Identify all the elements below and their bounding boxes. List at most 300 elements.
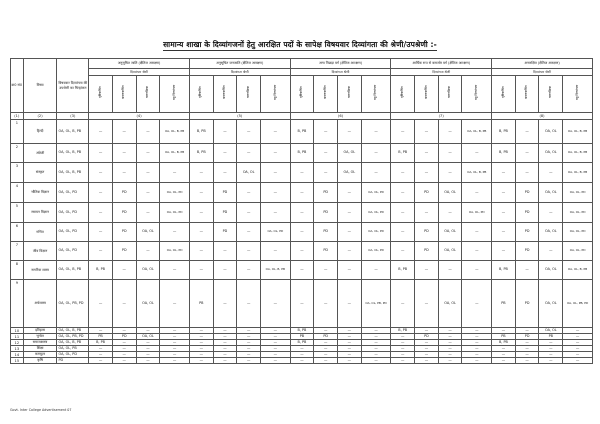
category-cell: B, PB [391,328,415,334]
category-cell: PD [415,334,439,340]
category-cell: OA, OL [338,163,362,183]
subject-cell: अर्थशास्त्र [23,280,57,328]
category-cell: OA, OL, PB, PD [563,280,593,328]
category-cell: OA, OL, PD [563,183,593,203]
category-cell: — [415,328,439,334]
category-cell: PD [515,223,539,242]
group-subheader: दिव्यांगता श्रेणी [391,69,492,76]
category-cell: — [237,352,261,358]
category-cell: — [213,334,237,340]
category-cell: — [515,120,539,144]
category-cell: — [136,163,160,183]
table-row [11,358,593,364]
category-cell: PD [314,223,338,242]
category-cell: — [261,183,291,203]
category-cell: — [338,340,362,346]
category-cell: — [213,358,237,364]
table-row [11,280,593,328]
row-number: 15 [11,358,24,364]
category-cell: — [539,352,563,358]
category-cell: — [160,163,190,183]
category-cell: PD [314,242,338,261]
suitable-header: विषयवार दिव्यांगता की उपश्रेणी का चिन्हांकन [57,59,89,113]
category-cell: OA, OL, PD [563,242,593,261]
column-number: (5) [189,113,290,120]
category-cell: B, PB [290,340,314,346]
table-row [11,242,593,261]
category-cell: — [415,163,439,183]
category-cell: OA, OL, PD [563,223,593,242]
category-cell: — [563,340,593,346]
group-header: अनुसूचित जाति (क्षैतिज आरक्षण) [89,59,190,69]
row-number: 13 [11,346,24,352]
category-cell: — [213,261,237,280]
category-cell: — [539,203,563,223]
category-cell: B, PB [391,261,415,280]
category-header [314,76,338,113]
category-cell: OA, OL, PD [361,223,391,242]
category-cell: OA, OL [136,280,160,328]
category-cell: — [237,358,261,364]
category-cell: — [213,352,237,358]
category-cell: — [563,346,593,352]
category-cell: — [338,203,362,223]
row-number: 3 [11,163,24,183]
category-cell: — [136,120,160,144]
category-cell: — [112,280,136,328]
row-number: 14 [11,352,24,358]
row-number: 8 [11,261,24,280]
category-cell: — [160,346,190,352]
category-label: दृष्टिबाधित [500,86,505,98]
category-cell: — [515,352,539,358]
category-cell: OA, OL, PD [160,242,190,261]
category-cell: OA, OL, B, PB [563,261,593,280]
category-cell: PD [314,334,338,340]
row-number: 11 [11,334,24,340]
category-cell: — [112,144,136,163]
suitable-cell: OA, OL, PD [57,203,89,223]
category-cell: PD [415,223,439,242]
subject-cell: हिन्दी [23,120,57,144]
category-header [462,76,492,113]
category-cell: OA, OL [136,223,160,242]
category-cell: — [160,334,190,340]
category-cell: — [462,242,492,261]
category-cell: OA, OL [539,328,563,334]
category-cell: — [290,203,314,223]
category-header [136,76,160,113]
category-label: दृष्टिबाधित [198,86,203,98]
category-cell: — [438,120,462,144]
column-number: (4) [89,113,190,120]
category-cell: — [213,346,237,352]
category-cell: PB [539,334,563,340]
category-cell: — [261,203,291,223]
category-cell: OA, OL [438,242,462,261]
category-cell: — [391,223,415,242]
row-number: 4 [11,183,24,203]
table-row [11,203,593,223]
category-header [237,76,261,113]
category-cell: — [539,340,563,346]
suitable-cell: OA, OL, PB [57,346,89,352]
category-cell: — [89,183,113,203]
category-cell: OA, OL, B, PB [160,144,190,163]
subject-cell: संस्कृत [23,163,57,183]
category-cell: — [189,334,213,340]
category-label: बहु दिव्यांगता [373,84,378,100]
category-cell: OA, OL [438,183,462,203]
category-cell: — [415,340,439,346]
footer-note: Govt. Inter College Advertisement 07 [10,408,72,412]
category-cell: — [290,163,314,183]
category-cell: — [438,352,462,358]
category-cell: PB [89,334,113,340]
category-cell: — [492,183,516,203]
category-cell: — [361,144,391,163]
group-subheader: दिव्यांगता श्रेणी [189,69,290,76]
category-cell: — [462,352,492,358]
category-cell: — [391,334,415,340]
category-cell: PD [314,183,338,203]
category-cell: — [314,340,338,346]
category-cell: OA, OL [136,261,160,280]
page-title-text: सामान्य शाखा के दिव्यांगजनों हेतु आरक्षित पदों के सापेक्ष विषयवार दिव्यांगता की श्रेणी/उपश्रेणी :- [163,40,437,49]
category-cell: — [261,358,291,364]
category-cell: — [290,183,314,203]
category-cell: OA, OL, B, PB [563,144,593,163]
subject-cell: समाजशास्त्र [23,340,57,346]
category-cell: B, PB [189,120,213,144]
category-cell: — [112,163,136,183]
category-cell: — [462,280,492,328]
category-cell: B, PB [189,144,213,163]
category-cell: — [563,334,593,340]
suitable-cell: OA, OL, PD [57,223,89,242]
category-cell: — [112,346,136,352]
category-cell: — [136,340,160,346]
category-cell: — [237,280,261,328]
category-label: श्रवणबाधित [322,85,327,99]
subject-cell: रसायन विज्ञान [23,203,57,223]
category-cell: — [515,346,539,352]
category-label: श्रवणबाधित [524,85,529,99]
category-cell: OA, OL [539,280,563,328]
category-cell: — [213,280,237,328]
category-cell: OA, OL, PD [361,183,391,203]
table-row [11,261,593,280]
category-cell: — [89,242,113,261]
category-cell: — [438,163,462,183]
category-cell: — [515,328,539,334]
category-header [515,76,539,113]
subject-cell: भूगोल [23,334,57,340]
category-cell: OA, OL [438,223,462,242]
category-cell: PD [112,334,136,340]
category-cell: — [361,261,391,280]
category-cell: — [213,144,237,163]
category-cell: — [237,203,261,223]
category-cell: — [314,328,338,334]
category-label: श्रवणबाधित [222,85,227,99]
category-cell: B, PB [492,120,516,144]
category-cell: — [89,352,113,358]
category-header [290,76,314,113]
category-cell: — [89,120,113,144]
subject-cell: शिक्षा [23,346,57,352]
category-header [89,76,113,113]
category-label: बहु दिव्यांगता [574,84,579,100]
category-cell: — [89,144,113,163]
suitable-cell: OA, OL, B, PB [57,328,89,334]
category-cell: — [515,144,539,163]
row-number: 10 [11,328,24,334]
category-label: दृष्टिबाधित [299,86,304,98]
category-cell: OA, OL, PD [361,242,391,261]
category-cell: B, PB [89,340,113,346]
row-number: 7 [11,242,24,261]
category-cell: — [462,346,492,352]
subject-cell: इतिहास [23,328,57,334]
table-row [11,144,593,163]
category-cell: — [290,346,314,352]
category-cell: — [361,346,391,352]
table-row [11,223,593,242]
category-cell: — [361,163,391,183]
category-cell: — [89,328,113,334]
category-label: श्रवणबाधित [121,85,126,99]
category-cell: — [415,352,439,358]
category-cell: — [314,261,338,280]
category-cell: — [136,346,160,352]
column-number: (7) [391,113,492,120]
row-number: 9 [11,280,24,328]
category-cell: B, PB [290,120,314,144]
subject-cell: कृषि [23,358,57,364]
category-cell: — [89,203,113,223]
category-cell: OA, OL, PD [462,203,492,223]
category-cell: — [160,280,190,328]
category-cell: — [492,203,516,223]
category-cell: OA, OL, B, PB [563,120,593,144]
category-cell: — [112,352,136,358]
table-row [11,183,593,203]
table-row [11,163,593,183]
category-cell: — [189,223,213,242]
category-cell: — [213,242,237,261]
category-cell: — [438,358,462,364]
category-cell: — [261,163,291,183]
category-cell: — [112,261,136,280]
category-cell: — [189,358,213,364]
suitable-cell: OA, OL, PD [57,242,89,261]
category-cell: — [136,203,160,223]
category-cell: PB [492,334,516,340]
category-cell: — [492,242,516,261]
category-cell: — [290,352,314,358]
table-row [11,120,593,144]
category-cell: — [391,163,415,183]
category-header [160,76,190,113]
category-label: चलनक्रिया [245,86,250,98]
category-cell: — [462,328,492,334]
category-cell: — [391,352,415,358]
category-cell: PD [112,242,136,261]
category-cell: OA, OL [539,261,563,280]
category-cell: B, PB [492,261,516,280]
subject-cell: अंग्रेजी [23,144,57,163]
category-cell: — [112,328,136,334]
category-cell: — [361,334,391,340]
column-number: (2) [23,113,57,120]
row-number: 2 [11,144,24,163]
category-header [539,76,563,113]
subject-header: विषय [23,59,57,113]
column-number: (1) [11,113,24,120]
category-cell: — [261,340,291,346]
category-cell: OA, OL [539,183,563,203]
suitable-cell: OA, OL, B, PB [57,120,89,144]
category-cell: — [563,328,593,334]
category-cell: — [361,358,391,364]
category-cell: OA, OL, PD [563,203,593,223]
category-cell: PD [112,203,136,223]
category-label: दृष्टिबाधित [97,86,102,98]
category-cell: — [160,352,190,358]
category-cell: — [492,223,516,242]
category-cell: — [338,183,362,203]
category-cell: OA, OL [539,144,563,163]
category-cell: — [89,346,113,352]
category-cell: — [438,334,462,340]
category-cell: — [462,334,492,340]
category-cell: — [89,358,113,364]
category-cell: PD [415,242,439,261]
category-cell: — [338,242,362,261]
category-cell: — [492,358,516,364]
category-cell: B, PB [290,328,314,334]
category-cell: — [391,203,415,223]
category-cell: — [189,183,213,203]
suitable-cell: OA, OL, B, PB [57,261,89,280]
category-cell: OA, OL [438,280,462,328]
group-header: अनुसूचित जनजाति (क्षैतिज आरक्षण) [189,59,290,69]
column-number: (8) [492,113,593,120]
category-cell: — [539,346,563,352]
category-cell: — [112,120,136,144]
page-title [0,40,600,50]
category-cell: — [338,346,362,352]
suitable-cell: OA, OL, PB, PD [57,334,89,340]
category-cell: — [415,203,439,223]
category-cell: — [160,328,190,334]
category-cell: B, PB [290,144,314,163]
suitable-cell: OA, OL, B, PB [57,340,89,346]
category-cell: PD [515,334,539,340]
category-label: श्रवणबाधित [423,85,428,99]
subject-cell: जीव विज्ञान [23,242,57,261]
category-cell: PB [189,280,213,328]
group-subheader: दिव्यांगता श्रेणी [492,69,593,76]
category-cell: — [462,340,492,346]
category-cell: — [415,261,439,280]
category-cell: OA, OL, B, PB [261,261,291,280]
group-header: अन्य पिछड़ा वर्ग (क्षैतिज आरक्षण) [290,59,391,69]
category-cell: B, PB [89,261,113,280]
category-cell: — [391,183,415,203]
category-cell: OA, OL, PD [160,183,190,203]
category-cell: — [391,242,415,261]
category-header [261,76,291,113]
category-cell: OA, OL, B, PB [462,120,492,144]
category-label: बहु दिव्यांगता [171,84,176,100]
category-cell: — [261,120,291,144]
category-cell: — [314,144,338,163]
category-cell: — [492,328,516,334]
category-label: चलनक्रिया [548,86,553,98]
category-cell: — [112,340,136,346]
category-cell: B, PB [391,144,415,163]
category-cell: — [563,352,593,358]
category-cell: — [290,242,314,261]
category-cell: — [492,346,516,352]
category-label: चलनक्रिया [447,86,452,98]
category-cell: — [438,203,462,223]
category-cell: — [189,261,213,280]
category-cell: — [438,144,462,163]
category-cell: — [314,163,338,183]
category-cell: — [89,280,113,328]
category-cell: — [338,120,362,144]
category-cell: — [415,280,439,328]
category-cell: — [314,280,338,328]
suitable-cell: OA, OL, PD [57,183,89,203]
category-cell: OA, OL [237,163,261,183]
category-header [415,76,439,113]
column-number: (6) [290,113,391,120]
category-header [213,76,237,113]
category-cell: OA, OL, B, PB [160,120,190,144]
category-cell: — [189,163,213,183]
category-cell: OA, OL [539,223,563,242]
category-cell: OA, OL [136,334,160,340]
category-cell: — [261,144,291,163]
category-cell: PD [213,203,237,223]
sn-header: क्र0 सं0 [11,59,24,113]
category-cell: PD [415,183,439,203]
category-cell: — [314,120,338,144]
category-cell: OA, OL [338,144,362,163]
category-cell: — [237,223,261,242]
category-cell: PD [112,183,136,203]
category-header [563,76,593,113]
category-cell: PD [515,280,539,328]
row-number: 12 [11,340,24,346]
category-header [391,76,415,113]
category-cell: — [237,120,261,144]
category-label: दृष्टिबाधित [399,86,404,98]
group-header: अनारक्षित (क्षैतिज आरक्षण) [492,59,593,69]
category-header [492,76,516,113]
subject-cell: कम्प्यूटर [23,352,57,358]
row-number: 5 [11,203,24,223]
category-cell: B, PB [492,144,516,163]
suitable-cell: PD [57,358,89,364]
column-number: (3) [57,113,89,120]
subject-cell: नागरिक शास्त्र [23,261,57,280]
category-cell: PD [213,223,237,242]
